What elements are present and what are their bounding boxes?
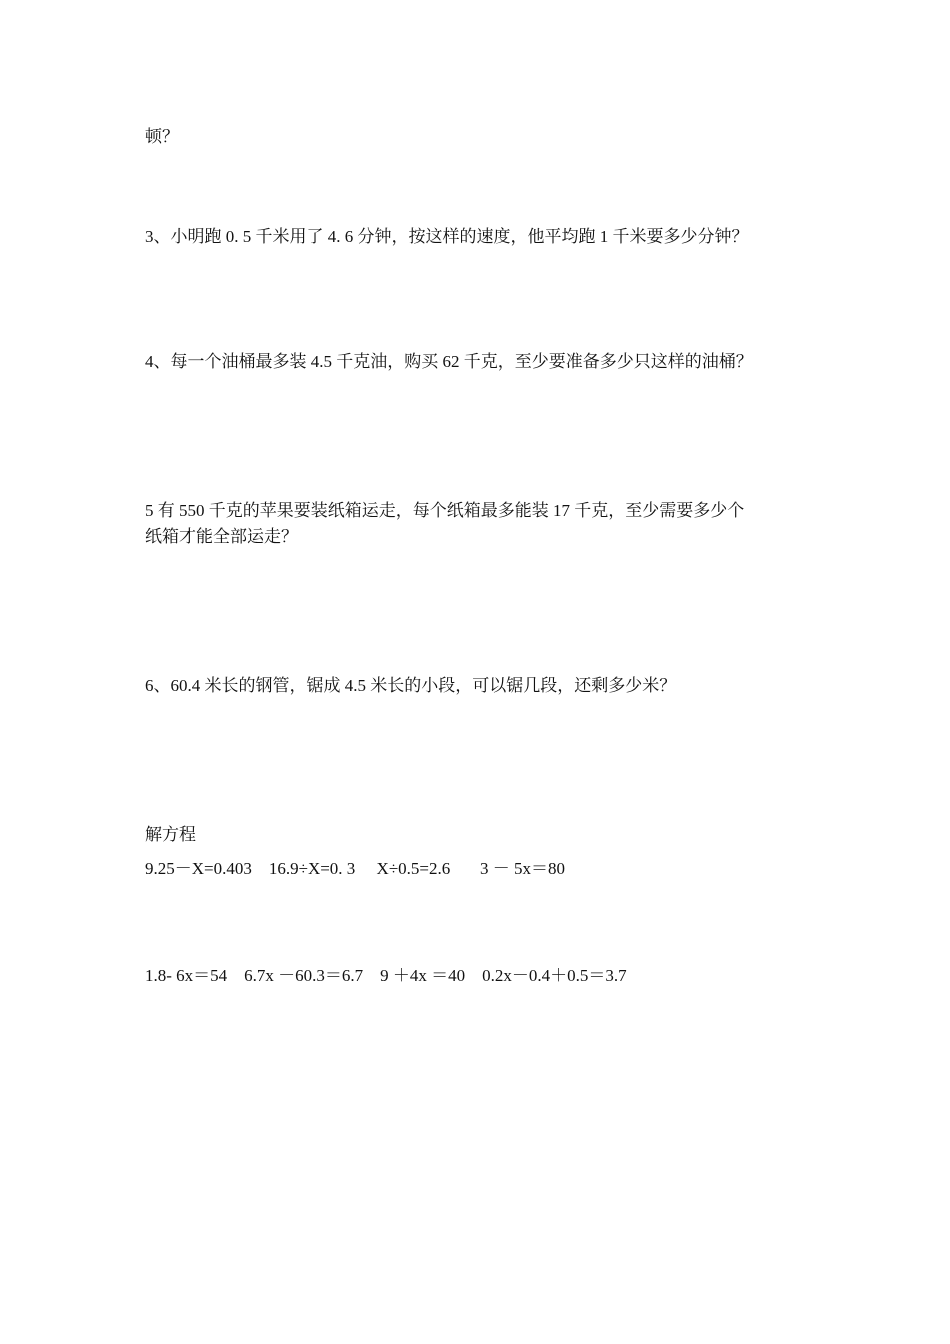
equations-row-2: 1.8- 6x＝54 6.7x －60.3＝6.7 9 ＋4x ＝40 0.2x－0.4＋0.5＝3.7 <box>145 966 627 985</box>
problem-5-text-line-2: 纸箱才能全部运走？ <box>145 527 298 546</box>
equations-heading: 解方程 <box>145 825 196 844</box>
continuation-fragment: 顿？ <box>145 127 179 146</box>
equations-row-1: 9.25－X=0.403 16.9÷X=0. 3 X÷0.5=2.6 3 － 5x＝80 <box>145 859 566 878</box>
problem-6-text: 6、60.4 米长的钢管，锯成 4.5 米长的小段，可以锯几段，还剩多少米？ <box>145 676 677 695</box>
problem-5-text-line-1: 5 有 550 千克的苹果要装纸箱运走，每个纸箱最多能装 17 千克，至少需要多少个 <box>145 501 745 520</box>
problem-3-text: 3、小明跑 0. 5 千米用了 4. 6 分钟，按这样的速度，他平均跑 1 千米要多少分钟？ <box>145 227 749 246</box>
problem-4-text: 4、每一个油桶最多装 4.5 千克油，购买 62 千克，至少要准备多少只这样的油桶？ <box>145 352 753 371</box>
